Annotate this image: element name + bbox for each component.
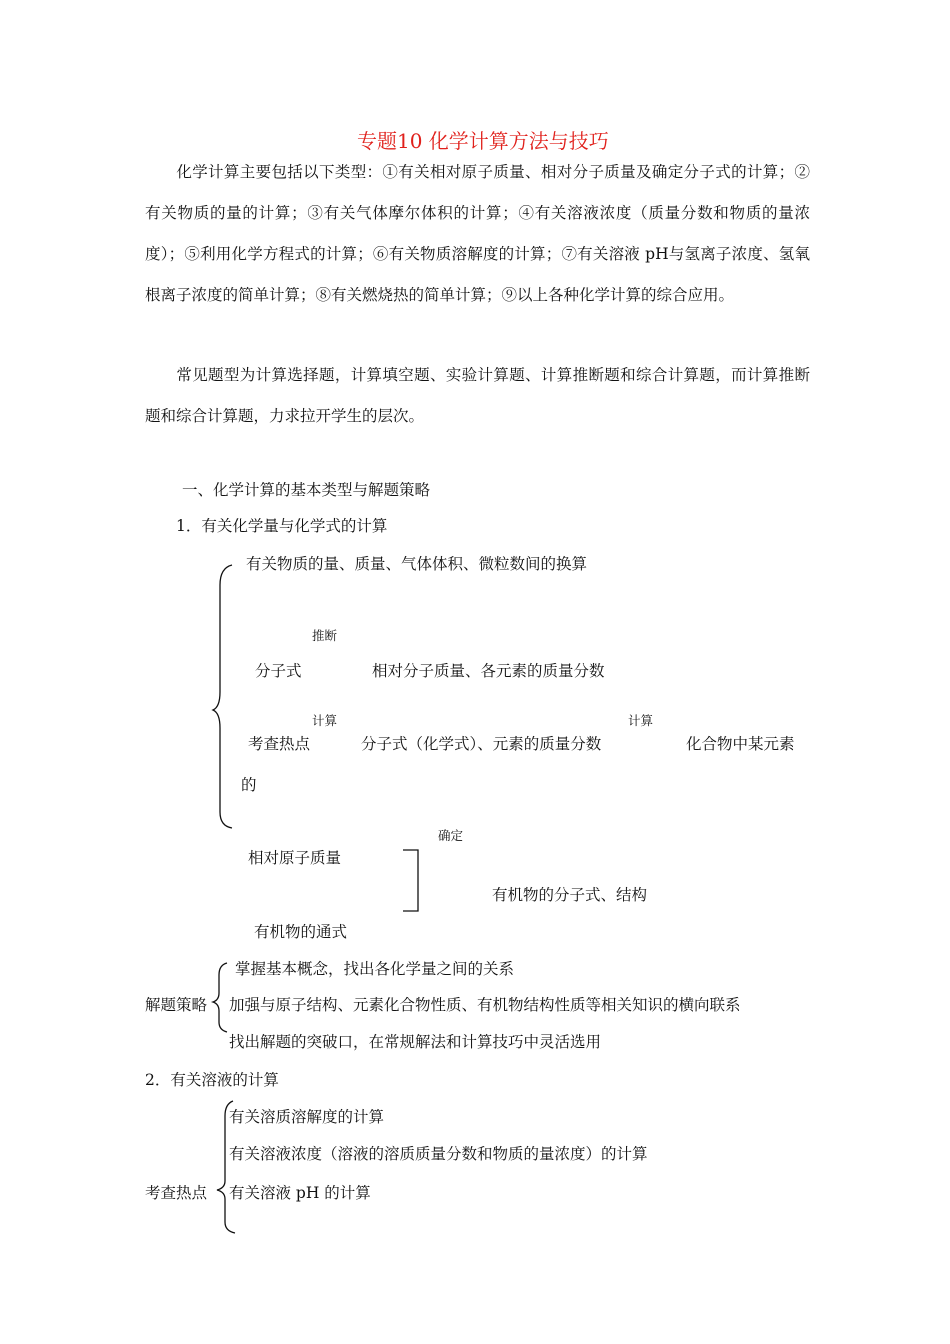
diagram-huahewu: 化合物中某元素: [686, 735, 795, 753]
diagram-kaocha-redian: 考查热点: [248, 735, 311, 753]
section-heading: 一、化学计算的基本类型与解题策略: [182, 481, 431, 499]
strategy-item-3: 找出解题的突破口，在常规解法和计算技巧中灵活选用: [229, 1033, 602, 1051]
intro-text-1: 化学计算主要包括以下类型：①有关相对原子质量、相对分子质量及确定分子式的计算；②有关物质的量的计算；③有关气体摩尔体积的计算；④有关溶液浓度（质量分数和物质的量浓度）；⑤利用化学方程式的计算；⑥有关物质溶解度的计算；⑦有关溶液 pH与氢离子浓度、氢氧根离子浓度的简单计算；⑧有关燃烧热的简单计算；⑨以上各种化学计算的综合应用。: [145, 163, 810, 304]
diagram-fenzishi-huaxueshi: 分子式（化学式）、元素的质量分数: [361, 735, 602, 753]
strategy-item-1: 掌握基本概念，找出各化学量之间的关系: [235, 960, 515, 978]
diagram-fenzishi: 分子式: [255, 662, 302, 680]
diagram-youjiwu-tongshi: 有机物的通式: [254, 923, 348, 941]
solution-label: 考查热点: [145, 1184, 208, 1202]
solution-item-2: 有关溶液浓度（溶液的溶质质量分数和物质的量浓度）的计算: [229, 1145, 648, 1163]
diagram-line-1: 有关物质的量、质量、气体体积、微粒数间的换算: [246, 555, 588, 573]
strategy-label: 解题策略: [145, 996, 208, 1014]
diagram-de: 的: [241, 776, 257, 794]
solution-item-3: 有关溶液 pH 的计算: [229, 1184, 371, 1202]
diagram-xiangdui-yuanzi: 相对原子质量: [248, 849, 342, 867]
arrow-label-jisuan-1: 计算: [312, 713, 338, 728]
diagram-xiangdui-fenzi: 相对分子质量、各元素的质量分数: [372, 662, 605, 680]
diagram-youjiwu-fenzishi: 有机物的分子式、结构: [492, 886, 648, 904]
strategy-item-2: 加强与原子结构、元素化合物性质、有机物结构性质等相关知识的横向联系: [229, 996, 741, 1014]
subsection-heading-1: 1．有关化学量与化学式的计算: [176, 517, 388, 535]
arrow-label-tuiduan: 推断: [312, 628, 338, 643]
arrow-label-queding: 确定: [438, 828, 464, 843]
intro-text-2: 常见题型为计算选择题，计算填空题、实验计算题、计算推断题和综合计算题，而计算推断题和综合计算题，力求拉开学生的层次。: [145, 366, 810, 425]
subsection-heading-2: 2．有关溶液的计算: [145, 1071, 279, 1089]
arrow-label-jisuan-2: 计算: [628, 713, 654, 728]
solution-item-1: 有关溶质溶解度的计算: [229, 1108, 385, 1126]
page-title: 专题10 化学计算方法与技巧: [357, 129, 609, 153]
